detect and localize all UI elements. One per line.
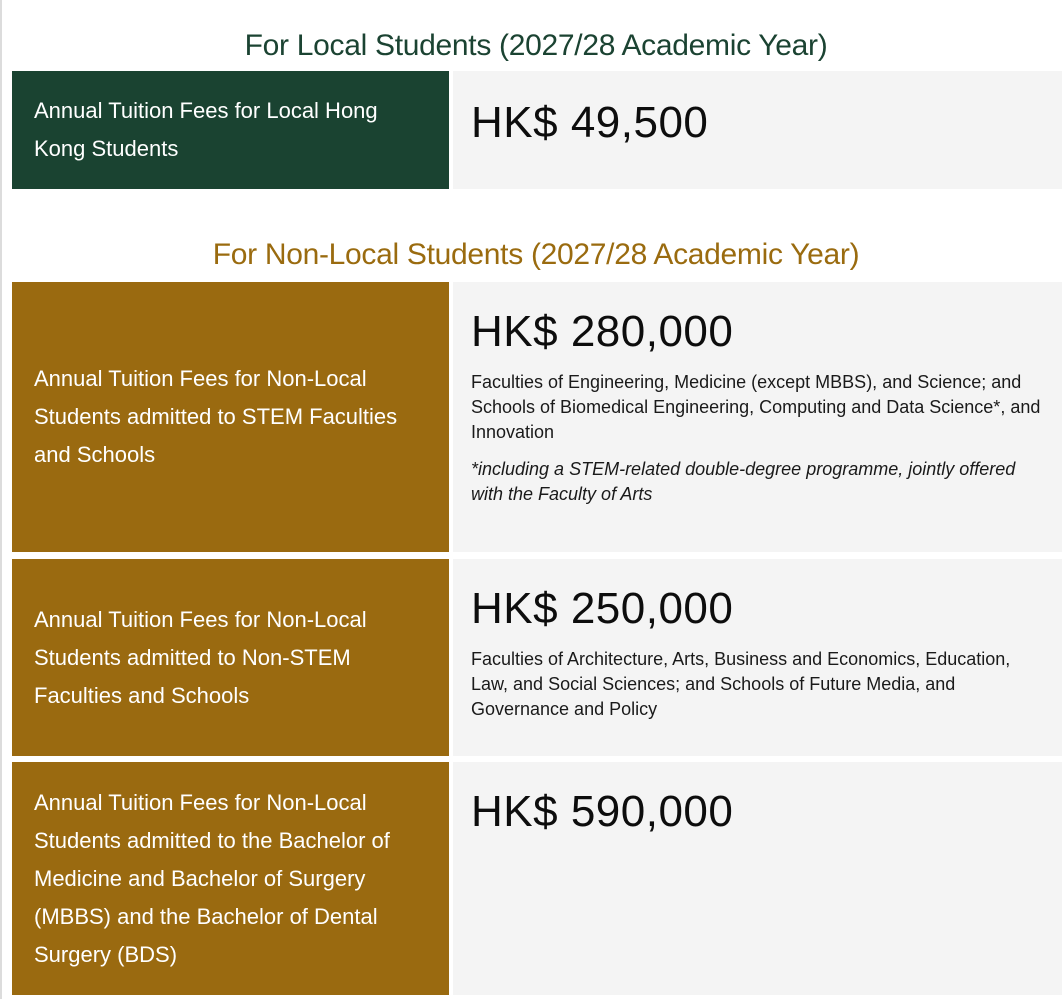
stem-fee-amount: HK$ 280,000 [471, 307, 734, 356]
local-fee-amount: HK$ 49,500 [471, 98, 709, 147]
local-fee-label: Annual Tuition Fees for Local Hong Kong Students [12, 71, 449, 189]
non-stem-fee-value-cell [453, 559, 1062, 756]
non-stem-faculties-description: Faculties of Architecture, Arts, Business and Economics, Education, Law, and Social Sciences; and Schools of Future Media, and Governance and Policy [471, 649, 1011, 719]
stem-faculties-description: Faculties of Engineering, Medicine (except MBBS), and Science; and Schools of Biomedical Engineering, Computing and Data Science*, and Innovation [471, 372, 1041, 442]
mbbs-bds-fee-row [12, 762, 1062, 995]
non-stem-fee-amount: HK$ 250,000 [471, 584, 734, 633]
non-stem-fee-label: Annual Tuition Fees for Non-Local Students admitted to Non-STEM Faculties and Schools [12, 559, 449, 756]
local-fee-value-cell [453, 71, 1062, 189]
mbbs-bds-fee-label: Annual Tuition Fees for Non-Local Students admitted to the Bachelor of Medicine and Bachelor of Surgery (MBBS) and the Bachelor of Dental Surgery (BDS) [12, 762, 449, 995]
stem-fee-value-cell [453, 282, 1062, 552]
stem-fee-row [12, 282, 1062, 552]
mbbs-bds-fee-amount: HK$ 590,000 [471, 787, 734, 836]
mbbs-bds-fee-value-cell [453, 762, 1062, 995]
stem-footnote: *including a STEM-related double-degree programme, jointly offered with the Faculty of Arts [471, 459, 1016, 504]
local-fee-row [12, 71, 1062, 189]
left-border-line [0, 0, 2, 999]
stem-fee-label: Annual Tuition Fees for Non-Local Students admitted to STEM Faculties and Schools [12, 282, 449, 552]
nonlocal-students-heading: For Non-Local Students (2027/28 Academic Year) [212, 238, 860, 271]
local-students-heading: For Local Students (2027/28 Academic Year) [244, 29, 828, 62]
non-stem-fee-row [12, 559, 1062, 756]
